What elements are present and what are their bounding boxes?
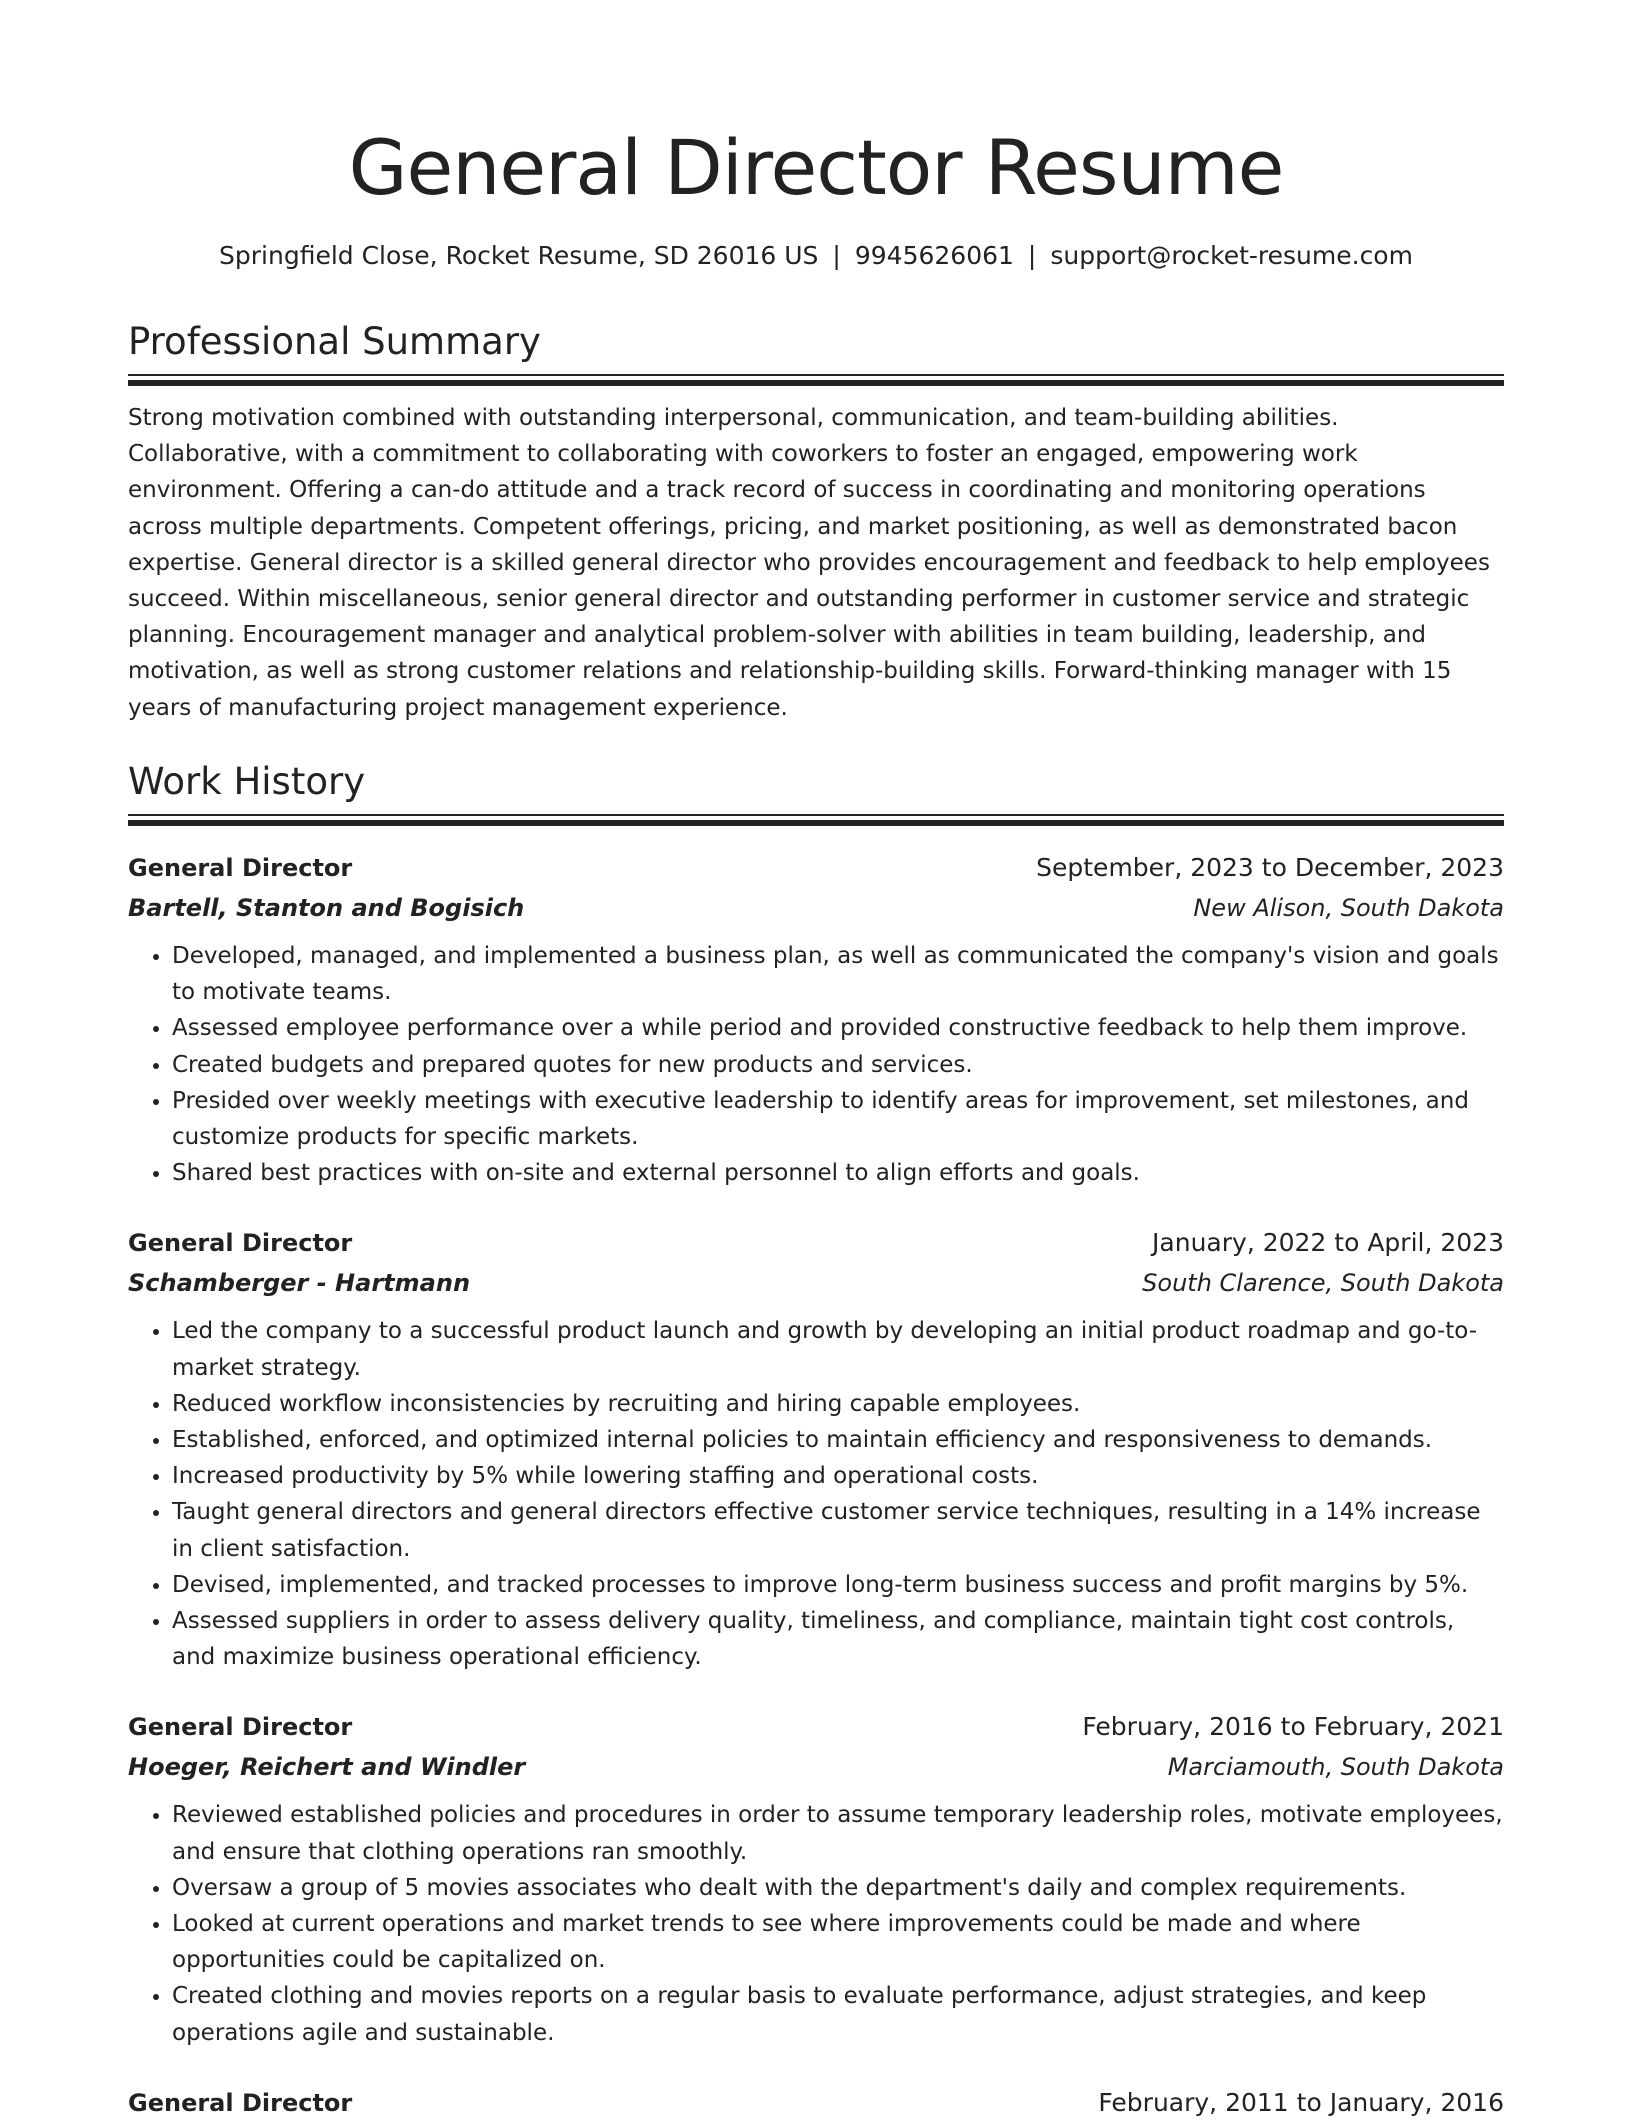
list-item: • Led the company to a successful product launch and growth by developing an initial product roadmap and go-to-market strategy. [172, 1313, 1504, 1385]
job-title: General Director [128, 2088, 353, 2117]
job-location: Marciamouth, South Dakota [1167, 1753, 1504, 1782]
section-heading: Professional Summary [128, 320, 541, 363]
job-bullet-list [128, 938, 1504, 1191]
job-list [128, 848, 1504, 2123]
contact-phone: 9945626061 [854, 241, 1014, 270]
list-item: • Shared best practices with on-site and external personnel to align efforts and goals. [172, 1155, 1504, 1191]
job-title: General Director [128, 1713, 353, 1742]
contact-address: Springfield Close, Rocket Resume, SD 26016 US [219, 241, 819, 270]
contact-email: support@rocket-resume.com [1050, 241, 1413, 270]
job-header-row [128, 1707, 1504, 1747]
list-item: • Assessed employee performance over a while period and provided constructive feedback to help them improve. [172, 1010, 1504, 1046]
work-history-section [128, 758, 1504, 2123]
job-location: South Clarence, South Dakota [1142, 1269, 1504, 1298]
job-bullet-list [128, 1797, 1504, 2050]
job-company-row [128, 1747, 1504, 1787]
list-item: • Developed, managed, and implemented a business plan, as well as communicated the company's vision and goals to motivate teams. [172, 938, 1504, 1010]
job-title: General Director [128, 1229, 353, 1258]
list-item: • Taught general directors and general directors effective customer service techniques, resulting in a 14% increase in client satisfaction. [172, 1494, 1504, 1566]
job-company-row [128, 888, 1504, 928]
job-entry [128, 2083, 1504, 2123]
job-entry [128, 848, 1504, 1191]
section-divider [128, 374, 1504, 386]
list-item: • Created budgets and prepared quotes for new products and services. [172, 1047, 1504, 1083]
list-item: • Reviewed established policies and procedures in order to assume temporary leadership roles, motivate employees, and ensure that clothing operations ran smoothly. [172, 1797, 1504, 1869]
list-item: • Looked at current operations and market trends to see where improvements could be made and where opportunities could be capitalized on. [172, 1906, 1504, 1978]
professional-summary-section [128, 318, 1504, 726]
job-dates: September, 2023 to December, 2023 [1036, 853, 1504, 882]
section-heading: Work History [128, 760, 366, 803]
list-item: • Assessed suppliers in order to assess delivery quality, timeliness, and compliance, maintain tight cost controls, and maximize business operational efficiency. [172, 1603, 1504, 1675]
job-dates: January, 2022 to April, 2023 [1152, 1228, 1504, 1258]
contact-separator: | [1027, 241, 1037, 270]
job-company: Schamberger - Hartmann [128, 1269, 471, 1298]
job-header-row [128, 2083, 1504, 2123]
page-title: General Director Resume [348, 123, 1284, 212]
job-bullet-list [128, 1313, 1504, 1675]
job-location: New Alison, South Dakota [1193, 894, 1504, 922]
job-entry [128, 1707, 1504, 2050]
job-entry [128, 1223, 1504, 1675]
job-header-row [128, 848, 1504, 888]
list-item: • Reduced workflow inconsistencies by recruiting and hiring capable employees. [172, 1386, 1504, 1422]
list-item: • Presided over weekly meetings with executive leadership to identify areas for improvement, set milestones, and customize products for specific markets. [172, 1083, 1504, 1155]
section-divider [128, 814, 1504, 826]
list-item: • Created clothing and movies reports on a regular basis to evaluate performance, adjust strategies, and keep operations agile and sustainable. [172, 1978, 1504, 2050]
job-company: Hoeger, Reichert and Windler [128, 1753, 526, 1782]
contact-line [128, 238, 1504, 274]
list-item: • Established, enforced, and optimized internal policies to maintain efficiency and responsiveness to demands. [172, 1422, 1504, 1458]
list-item: • Increased productivity by 5% while lowering staffing and operational costs. [172, 1458, 1504, 1494]
list-item: • Devised, implemented, and tracked processes to improve long-term business success and profit margins by 5%. [172, 1567, 1504, 1603]
job-company-row [128, 1263, 1504, 1303]
job-dates: February, 2016 to February, 2021 [1082, 1712, 1504, 1742]
summary-text: Strong motivation combined with outstanding interpersonal, communication, and team-building abilities. Collaborative, with a commitment to collaborating with coworkers to foster an engaged, empowering work environment. Offering a can-do attitude and a track record of success in coordinating and monitoring operations across multiple departments. Competent offerings, pricing, and market positioning, as well as demonstrated bacon expertise. General director is a skilled general director who provides encouragement and feedback to help employees succeed. Within miscellaneous, senior general director and outstanding performer in customer service and strategic planning. Encouragement manager and analytical problem-solver with abilities in team building, leadership, and motivation, as well as strong customer relations and relationship-building skills. Forward-thinking manager with 15 years of manufacturing project management experience. [128, 405, 1490, 721]
job-company: Bartell, Stanton and Bogisich [128, 894, 525, 922]
job-dates: February, 2011 to January, 2016 [1098, 2087, 1504, 2117]
contact-separator: | [832, 241, 841, 270]
job-title: General Director [128, 854, 353, 882]
job-header-row [128, 1223, 1504, 1263]
list-item: • Oversaw a group of 5 movies associates who dealt with the department's daily and complex requirements. [172, 1870, 1504, 1906]
